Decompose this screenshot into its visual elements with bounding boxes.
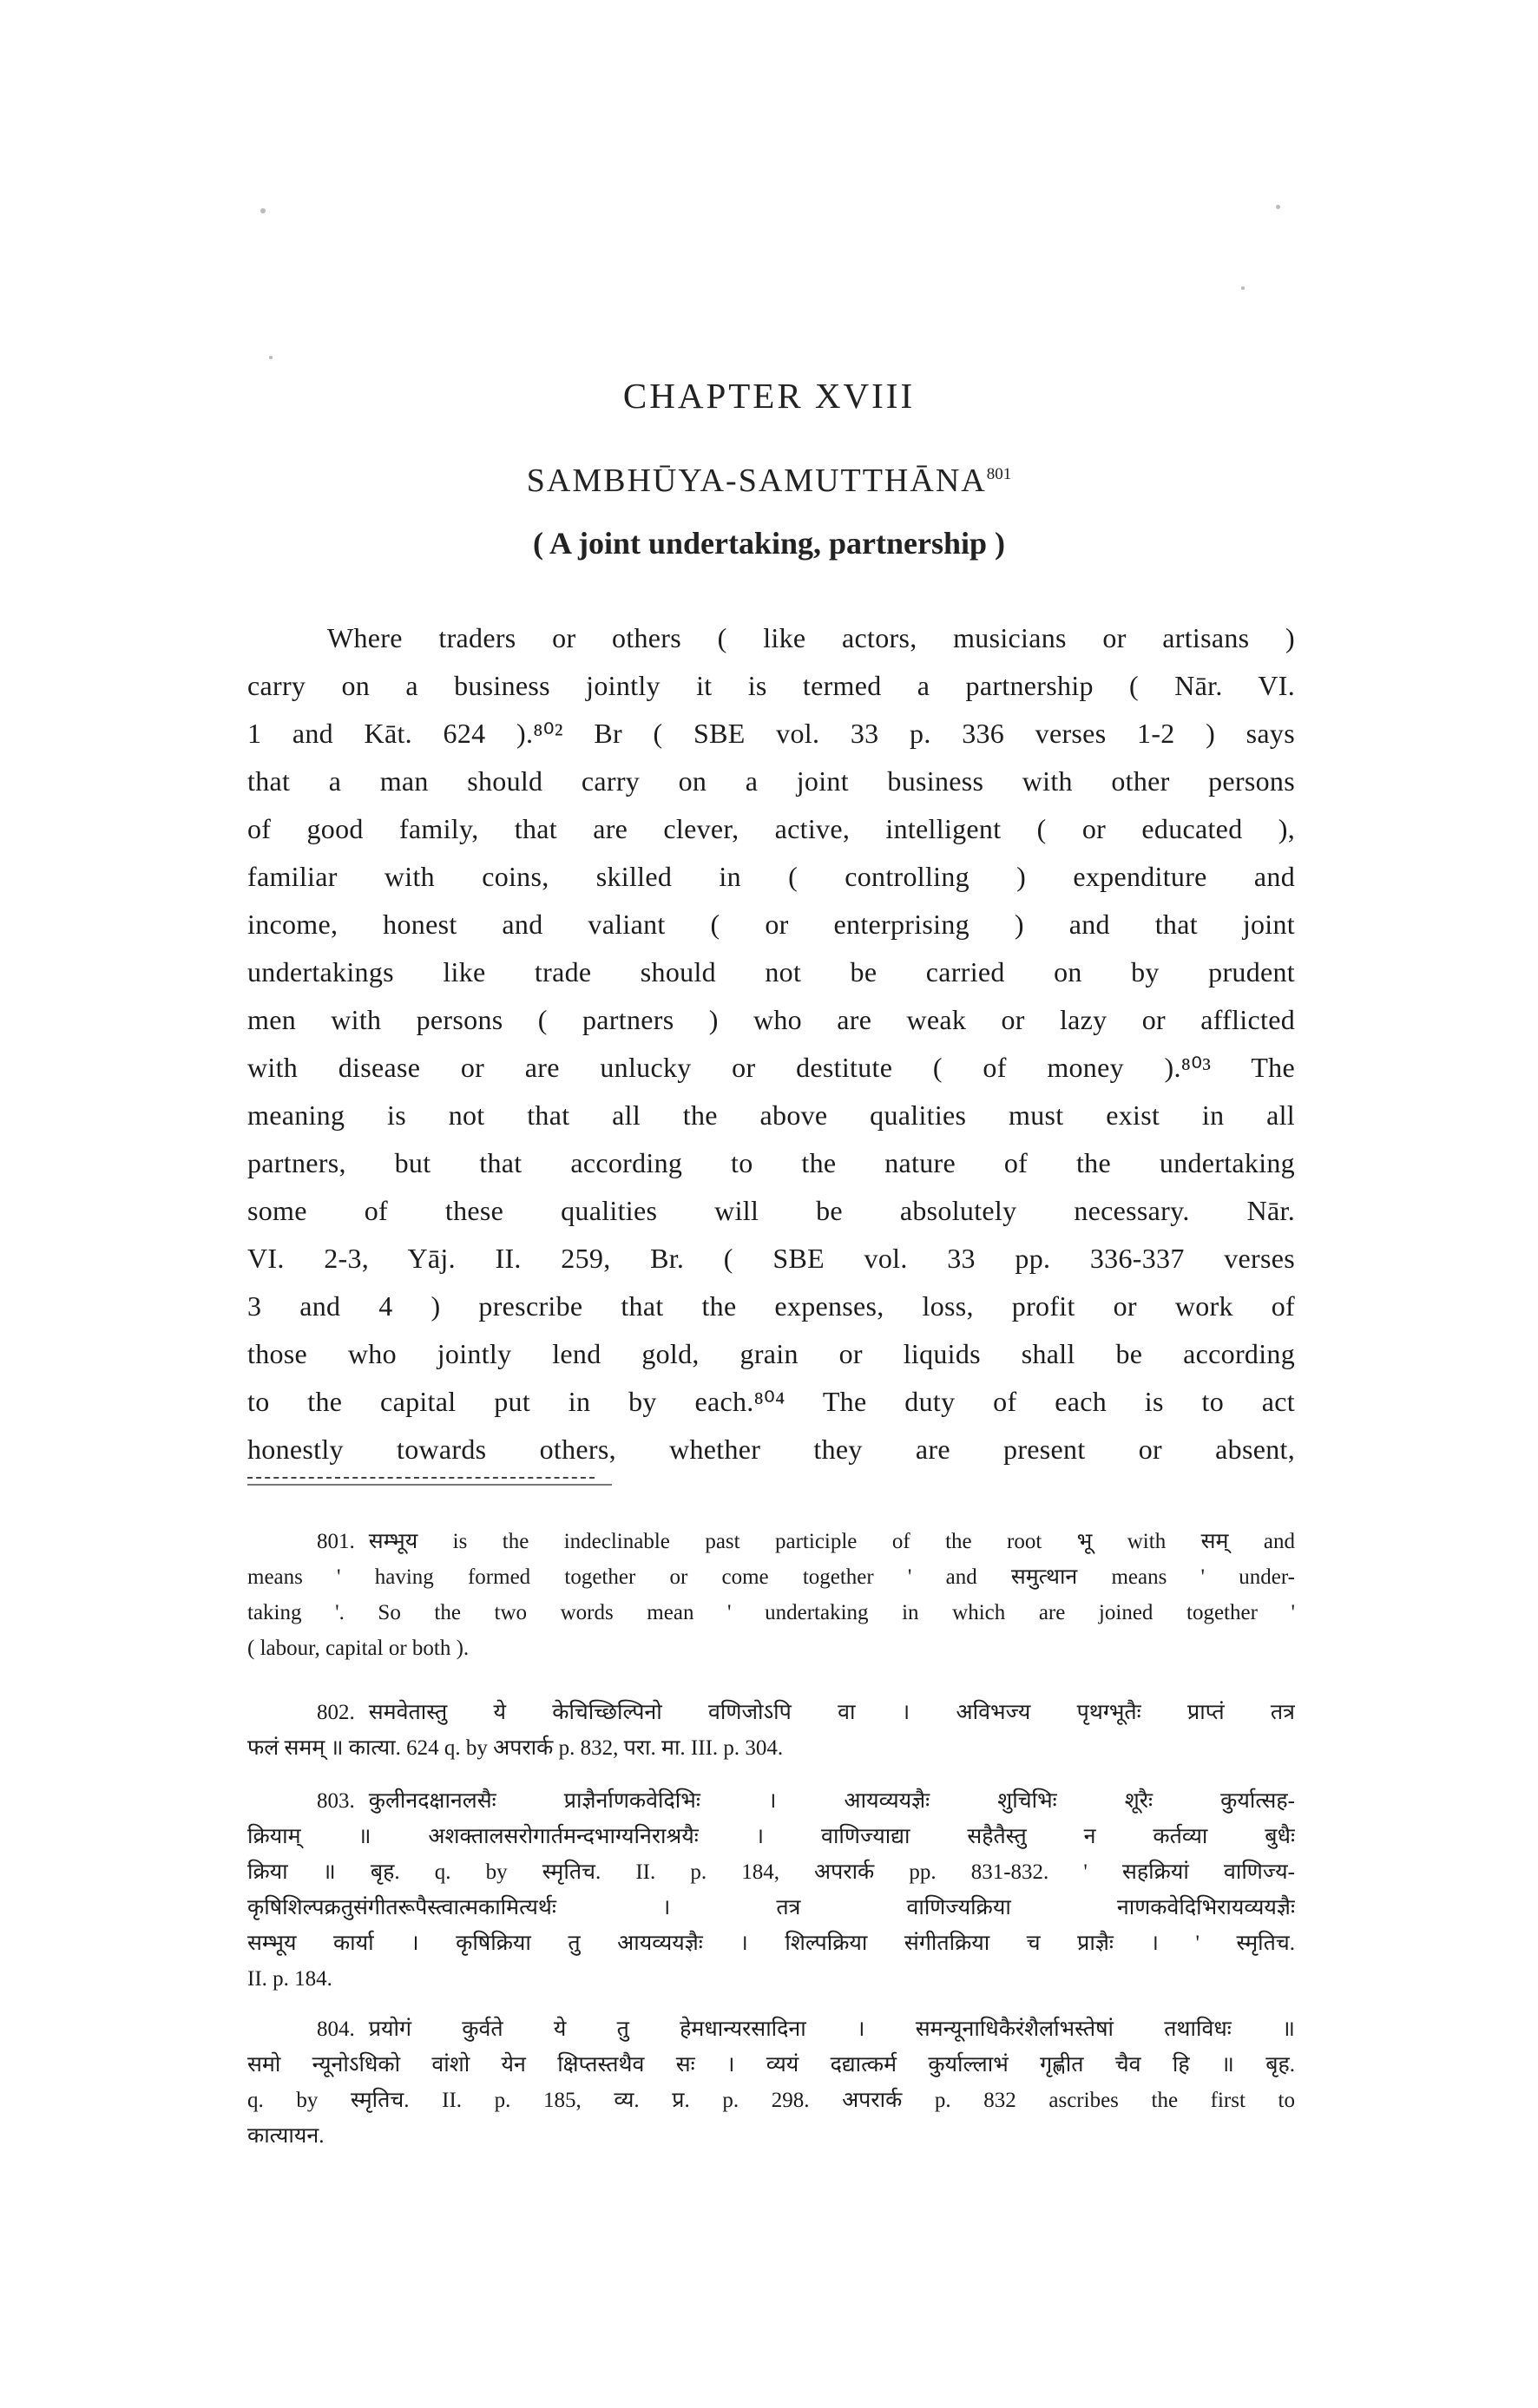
footnote-line [247, 1695, 1295, 1730]
scan-speck [1241, 286, 1245, 290]
footnote-line: taking '. So the two words mean ' undertaking in which are joined together ' [247, 1601, 1295, 1624]
body-line: with disease or are unlucky or destitute ( of money ).⁸⁰³ The [247, 1052, 1295, 1083]
chapter-title [0, 462, 1538, 500]
footnote-number: 802. [317, 1701, 355, 1724]
body-line: VI. 2-3, Yāj. II. 259, Br. ( SBE vol. 33 pp. 336-337 verses [247, 1243, 1295, 1274]
body-line: undertakings like trade should not be carried on by prudent [247, 956, 1295, 987]
body-line: Where traders or others ( like actors, musicians or artisans ) [327, 622, 1295, 653]
footnote-ref-801: 801 [986, 465, 1012, 483]
body-line: some of these qualities will be absolutely necessary. Nār. [247, 1195, 1295, 1226]
chapter-subtitle: ( A joint undertaking, partnership ) [532, 526, 1006, 561]
body-line: familiar with coins, skilled in ( controlling ) expenditure and [247, 861, 1295, 892]
footnote-number: 801. [317, 1530, 355, 1553]
footnote-line [247, 1524, 1295, 1559]
footnote-803 [247, 1783, 1295, 1997]
body-line: partners, but that according to the nature of the undertaking [247, 1147, 1295, 1178]
body-line: income, honest and valiant ( or enterprising ) and that joint [247, 909, 1295, 940]
body-line: 3 and 4 ) prescribe that the expenses, loss, profit or work of [247, 1290, 1295, 1322]
footnote-separator [247, 1477, 595, 1479]
chapter-title-text: SAMBHŪYA-SAMUTTHĀNA [526, 463, 987, 499]
footnote-line: कृषिशिल्पक्रतुसंगीतरूपैस्त्वात्मकामित्यर्थः । तत्र वाणिज्यक्रिया नाणकवेदिभिरायव्ययज्ञैः [247, 1896, 1295, 1919]
body-line: honestly towards others, whether they are present or absent, [247, 1434, 1295, 1465]
footnote-line [247, 1783, 1295, 1819]
body-line: that a man should carry on a joint business with other persons [247, 765, 1295, 797]
footnote-802 [247, 1695, 1295, 1766]
scan-speck [269, 356, 273, 359]
chapter-heading: CHAPTER XVIII [622, 376, 916, 416]
body-line: carry on a business jointly it is termed a partnership ( Nār. VI. [247, 670, 1295, 701]
footnote-text: प्रयोगं कुर्वते ये तु हेमधान्यरसादिना । समन्यूनाधिकैरंशैर्लाभस्तेषां तथाविधः ॥ [368, 2018, 1295, 2041]
scan-speck [260, 208, 266, 213]
body-line: men with persons ( partners ) who are weak or lazy or afflicted [247, 1004, 1295, 1035]
footnote-line: क्रिया ॥ बृह. q. by स्मृतिच. II. p. 184, अपरार्क pp. 831-832. ' सहक्रियां वाणिज्य- [247, 1860, 1295, 1884]
body-line: 1 and Kāt. 624 ).⁸⁰² Br ( SBE vol. 33 p. 336 verses 1-2 ) says [247, 718, 1295, 749]
body-line: of good family, that are clever, active, intelligent ( or educated ), [247, 813, 1295, 844]
footnote-number: 804. [317, 2018, 355, 2041]
footnote-text: सम्भूय is the indeclinable past participle of the root भू with सम् and [368, 1530, 1295, 1553]
footnote-line: means ' having formed together or come together ' and समुत्थान means ' under- [247, 1565, 1295, 1589]
footnote-text: कुलीनदक्षानलसैः प्राज्ञैर्नाणकवेदिभिः । आयव्ययज्ञैः शुचिभिः शूरैः कुर्यात्सह- [368, 1789, 1295, 1813]
footnote-line: क्रियाम् ॥ अशक्तालसरोगार्तमन्दभाग्यनिराश्रयैः । वाणिज्याद्या सहैतैस्तु न कर्तव्या बुधैः [247, 1825, 1295, 1848]
body-line: to the capital put in by each.⁸⁰⁴ The duty of each is to act [247, 1386, 1295, 1417]
body-text [247, 614, 1295, 1473]
footnote-804 [247, 2011, 1295, 2154]
footnote-801 [247, 1524, 1295, 1666]
body-line: meaning is not that all the above qualities must exist in all [247, 1099, 1295, 1131]
footnote-number: 803. [317, 1789, 355, 1813]
footnote-line: q. by स्मृतिच. II. p. 185, व्य. प्र. p. 298. अपरार्क p. 832 ascribes the first to [247, 2089, 1295, 2112]
footnote-line: कात्यायन. [247, 2124, 325, 2148]
footnote-line: समो न्यूनोऽधिको वांशो येन क्षिप्तस्तथैव सः । व्ययं दद्यात्कर्म कुर्याल्लाभं गृह्णीत चैव हि ॥ बृह. [247, 2053, 1295, 2077]
footnote-line [247, 2011, 1295, 2047]
footnote-line: ( labour, capital or both ). [247, 1637, 470, 1660]
scan-speck [1276, 205, 1280, 209]
footnote-separator-line [247, 1484, 612, 1486]
footnote-line: फलं समम् ॥ कात्या. 624 q. by अपरार्क p. 832, परा. मा. III. p. 304. [247, 1736, 784, 1760]
body-line: those who jointly lend gold, grain or liquids shall be according [247, 1338, 1295, 1369]
footnote-line: सम्भूय कार्या । कृषिक्रिया तु आयव्ययज्ञैः । शिल्पक्रिया संगीतक्रिया च प्राज्ञैः । ' स्मृतिच. [247, 1932, 1295, 1955]
footnote-text: समवेतास्तु ये केचिच्छिल्पिनो वणिजोऽपि वा । अविभज्य पृथग्भूतैः प्राप्तं तत्र [368, 1701, 1295, 1724]
footnote-line: II. p. 184. [247, 1967, 332, 1991]
